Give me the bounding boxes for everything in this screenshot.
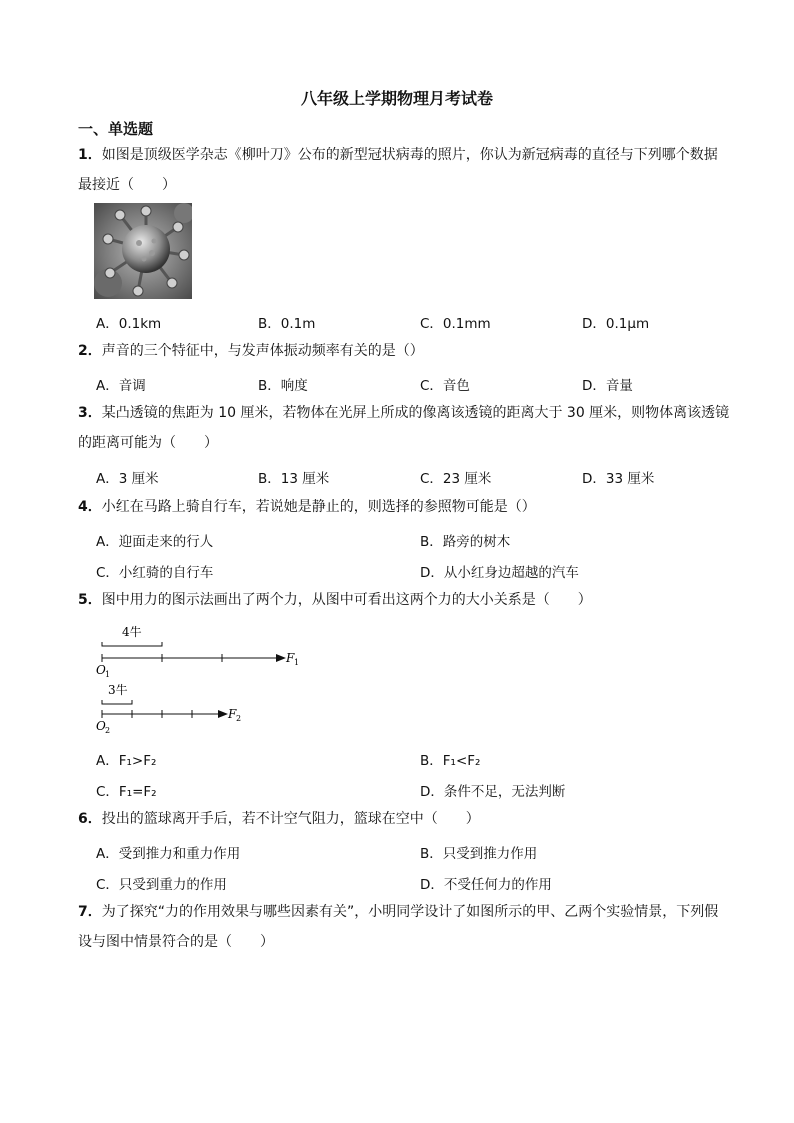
f2-arrowhead bbox=[218, 710, 228, 718]
f2-origin: O bbox=[96, 719, 106, 733]
question-5 bbox=[78, 585, 748, 615]
option-b[interactable]: B．只受到推力作用 bbox=[420, 846, 538, 862]
options-q6-row2 bbox=[96, 873, 756, 895]
coronavirus-photo bbox=[94, 203, 192, 299]
question-text: 某凸透镜的焦距为 10 厘米，若物体在光屏上所成的像离该透镜的距离大于 30 厘米，则物体离该透镜 bbox=[101, 405, 730, 421]
option-b[interactable]: B．路旁的树木 bbox=[420, 534, 511, 550]
options-q5-row2 bbox=[96, 780, 756, 802]
question-number: 3． bbox=[78, 405, 102, 421]
option-c[interactable]: C．0.1mm bbox=[420, 316, 491, 332]
question-text-cont: 设与图中情景符合的是（ ） bbox=[78, 934, 274, 950]
f2-scale-bracket bbox=[102, 700, 132, 704]
options-q5-row1 bbox=[96, 749, 756, 771]
f2-label-sub: 2 bbox=[236, 714, 242, 723]
f1-label-sub: 1 bbox=[294, 658, 300, 667]
f2-scale-label: 3牛 bbox=[108, 683, 128, 697]
f1-scale-bracket bbox=[102, 642, 162, 646]
option-d[interactable]: D．从小红身边超越的汽车 bbox=[420, 565, 579, 581]
question-text: 为了探究“力的作用效果与哪些因素有关”，小明同学设计了如图所示的甲、乙两个实验情景，下列假 bbox=[101, 904, 719, 920]
option-d[interactable]: D．0.1μm bbox=[582, 316, 650, 332]
question-number: 1． bbox=[78, 147, 102, 163]
f2-origin-sub: 2 bbox=[105, 726, 111, 735]
question-text-cont: 的距离可能为（ ） bbox=[78, 435, 218, 451]
options-q4-row2 bbox=[96, 561, 756, 583]
question-text: 投出的篮球离开手后，若不计空气阻力，篮球在空中（ ） bbox=[101, 811, 480, 827]
option-c[interactable]: C．23 厘米 bbox=[420, 471, 492, 487]
question-number: 7． bbox=[78, 904, 102, 920]
option-a[interactable]: A．F₁>F₂ bbox=[96, 753, 157, 769]
option-a[interactable]: A．3 厘米 bbox=[96, 471, 159, 487]
question-number: 5． bbox=[78, 592, 102, 608]
option-b[interactable]: B．响度 bbox=[258, 378, 308, 394]
options-q3 bbox=[96, 467, 756, 489]
option-d[interactable]: D．不受任何力的作用 bbox=[420, 877, 552, 893]
question-text-cont: 最接近（ ） bbox=[78, 177, 176, 193]
question-text: 小红在马路上骑自行车，若说她是静止的，则选择的参照物可能是（） bbox=[101, 499, 536, 515]
option-b[interactable]: B．0.1m bbox=[258, 316, 316, 332]
section-heading: 一、单选题 bbox=[78, 120, 154, 138]
question-7 bbox=[78, 897, 748, 957]
option-a[interactable]: A．0.1km bbox=[96, 316, 162, 332]
question-text: 声音的三个特征中，与发声体振动频率有关的是（） bbox=[101, 343, 424, 359]
question-text: 图中用力的图示法画出了两个力，从图中可看出这两个力的大小关系是（ ） bbox=[101, 592, 592, 608]
option-d[interactable]: D．音量 bbox=[582, 378, 633, 394]
question-3 bbox=[78, 398, 748, 458]
options-q6-row1 bbox=[96, 842, 756, 864]
option-c[interactable]: C．小红骑的自行车 bbox=[96, 565, 214, 581]
options-q1 bbox=[96, 312, 756, 334]
f1-origin: O bbox=[96, 663, 106, 677]
question-number: 4． bbox=[78, 499, 102, 515]
question-number: 6． bbox=[78, 811, 102, 827]
option-a[interactable]: A．迎面走来的行人 bbox=[96, 534, 214, 550]
question-4 bbox=[78, 492, 748, 522]
option-a[interactable]: A．受到推力和重力作用 bbox=[96, 846, 241, 862]
option-d[interactable]: D．33 厘米 bbox=[582, 471, 655, 487]
options-q2 bbox=[96, 374, 756, 396]
f2-label: F bbox=[228, 707, 237, 721]
question-number: 2． bbox=[78, 343, 102, 359]
f1-arrowhead bbox=[276, 654, 286, 662]
page-title: 八年级上学期物理月考试卷 bbox=[300, 89, 493, 108]
question-6 bbox=[78, 804, 748, 834]
force-diagram bbox=[90, 618, 310, 738]
question-2 bbox=[78, 336, 748, 366]
option-d[interactable]: D．条件不足，无法判断 bbox=[420, 784, 566, 800]
f1-origin-sub: 1 bbox=[105, 670, 111, 679]
f1-scale-label: 4牛 bbox=[122, 625, 142, 639]
option-b[interactable]: B．13 厘米 bbox=[258, 471, 330, 487]
option-c[interactable]: C．F₁=F₂ bbox=[96, 784, 157, 800]
option-c[interactable]: C．音色 bbox=[420, 378, 470, 394]
options-q4-row1 bbox=[96, 530, 756, 552]
question-1 bbox=[78, 140, 748, 200]
option-b[interactable]: B．F₁<F₂ bbox=[420, 753, 481, 769]
option-c[interactable]: C．只受到重力的作用 bbox=[96, 877, 227, 893]
option-a[interactable]: A．音调 bbox=[96, 378, 146, 394]
question-text: 如图是顶级医学杂志《柳叶刀》公布的新型冠状病毒的照片，你认为新冠病毒的直径与下列哪个数据 bbox=[101, 147, 718, 163]
f1-label: F bbox=[286, 651, 295, 665]
